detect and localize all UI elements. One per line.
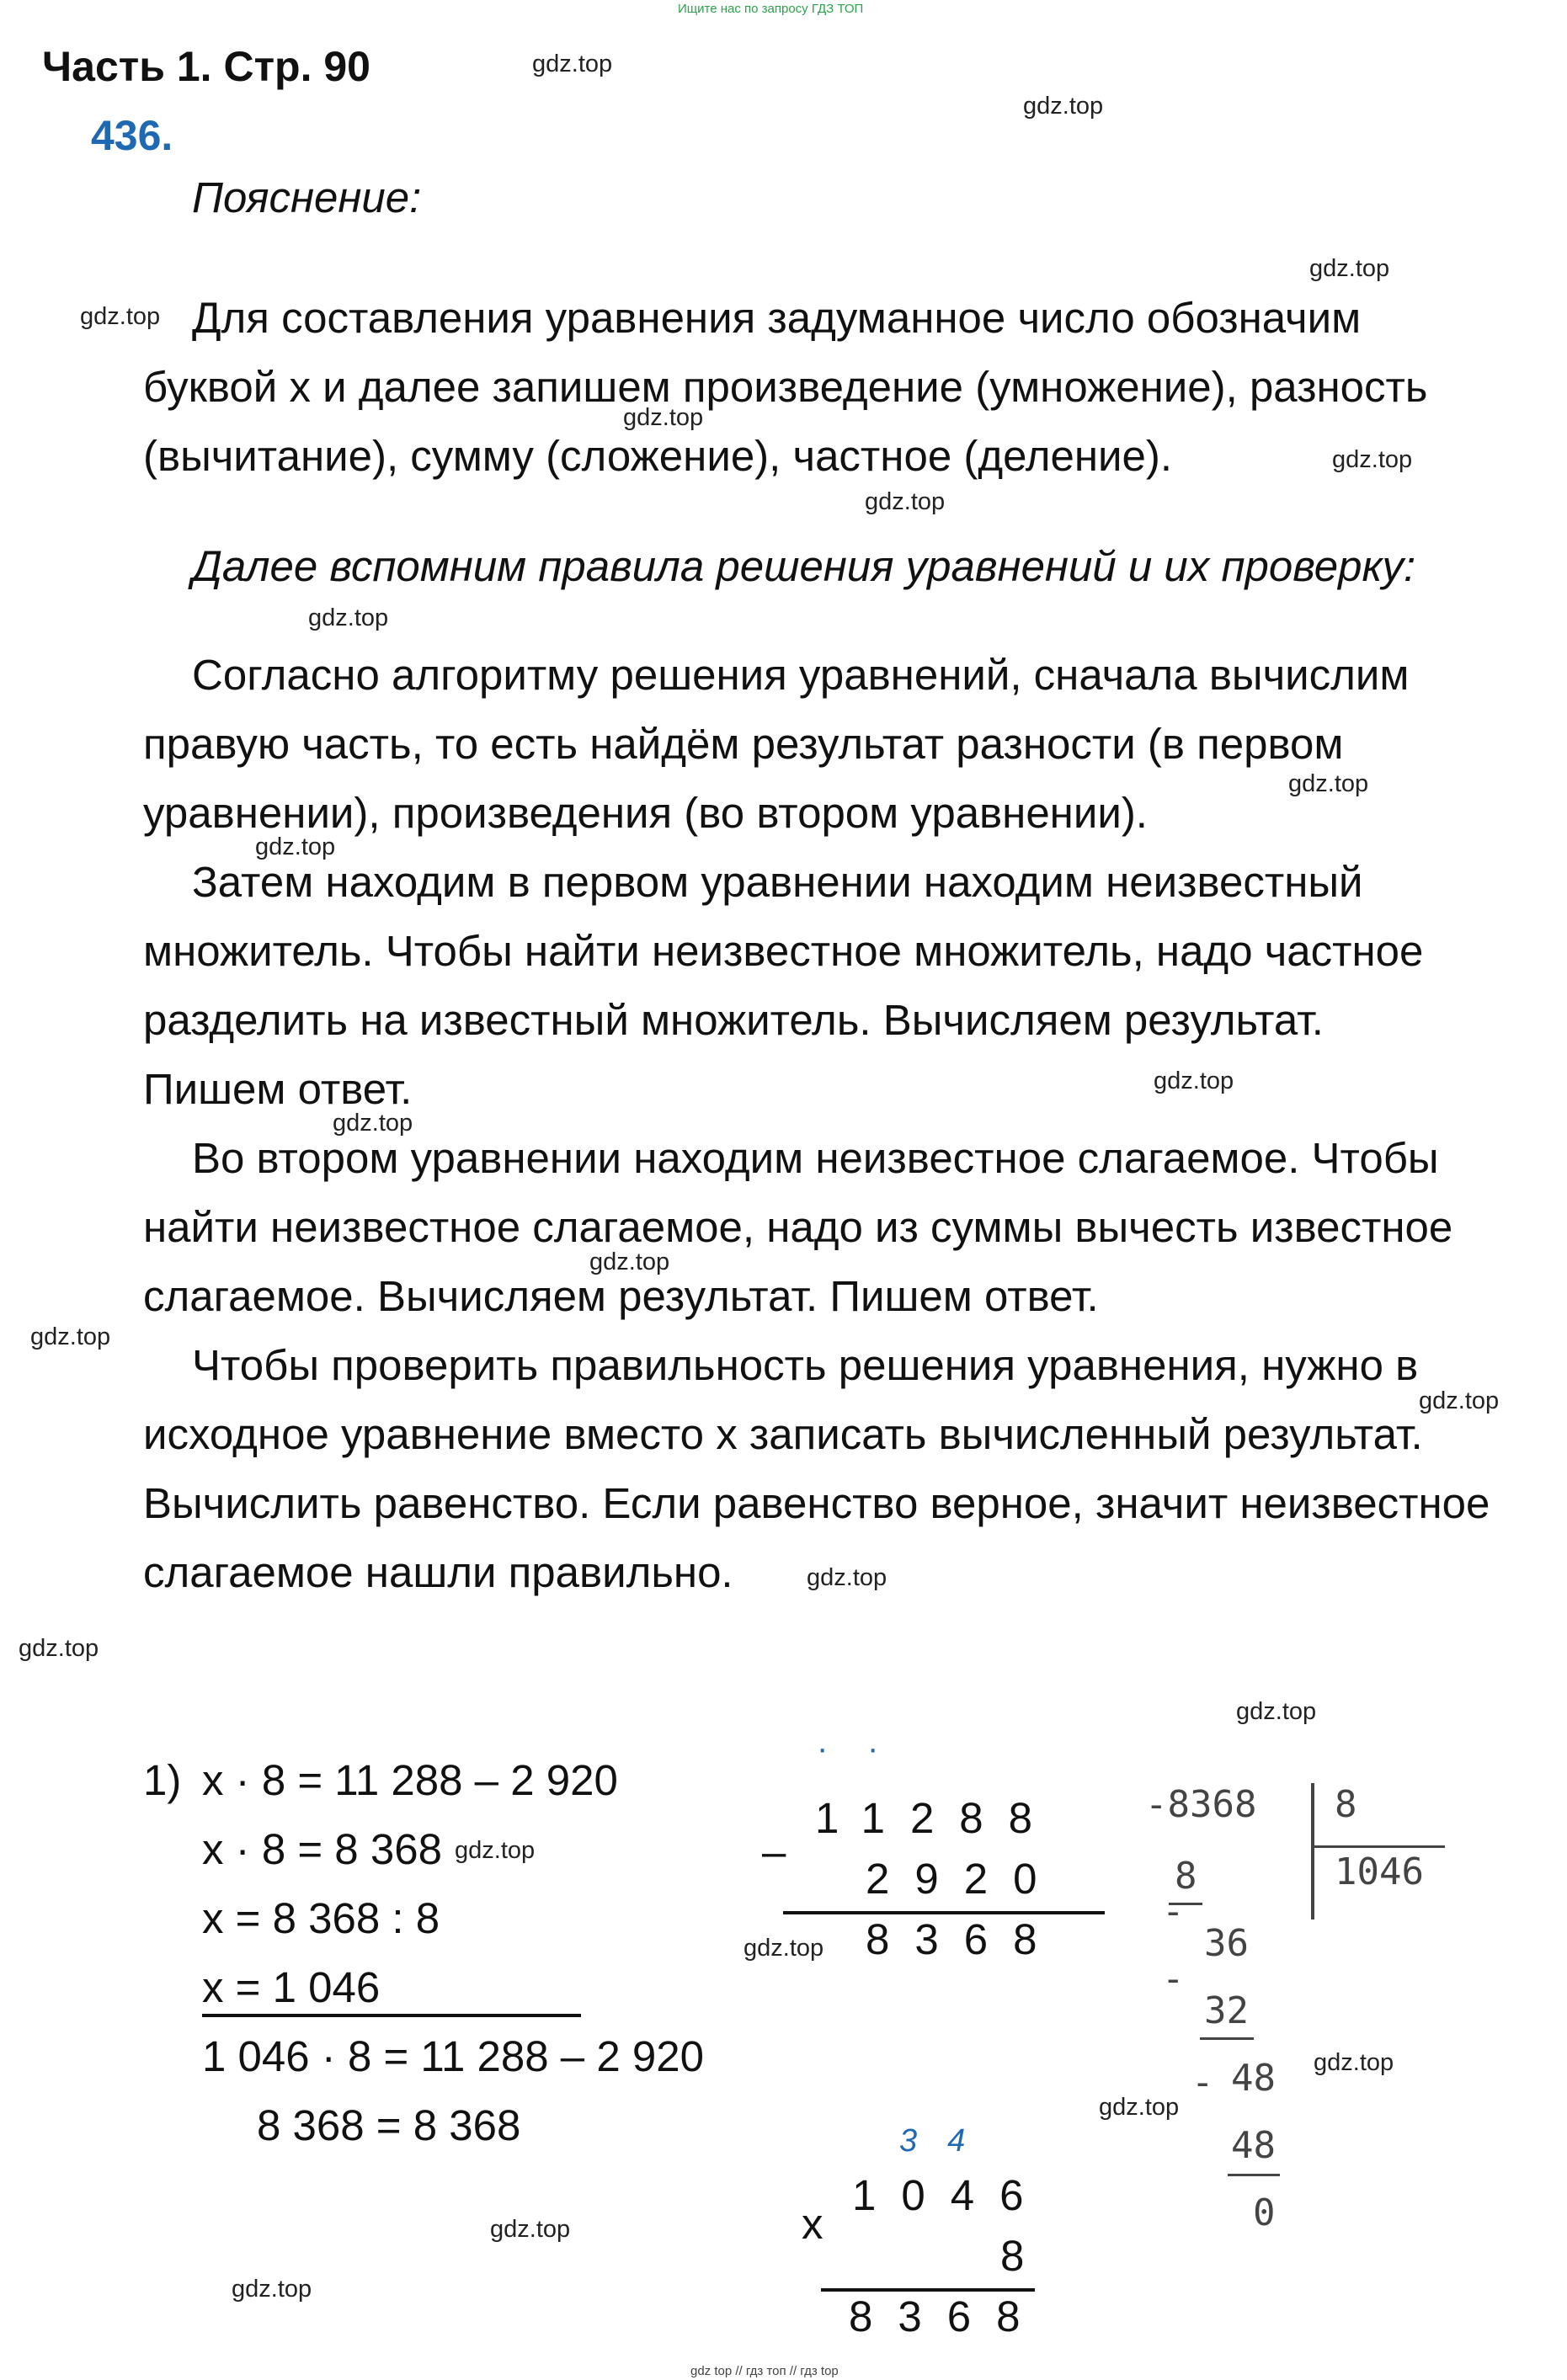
multiply-sign: x (802, 2200, 823, 2248)
product: 8368 (849, 2292, 1046, 2340)
watermark: gdz.top (532, 51, 613, 77)
minus-sign: – (762, 1828, 786, 1876)
paragraph-line: уравнении), произведения (во втором уравнении). (143, 789, 1148, 837)
paragraph-line: Вычислить равенство. Если равенство верное, значит неизвестное (143, 1479, 1490, 1527)
check-result: 8 368 = 8 368 (257, 2101, 521, 2149)
search-banner: Ищите нас по запросу ГДЗ ТОП (678, 2, 864, 16)
watermark: gdz.top (589, 1249, 670, 1275)
watermark: gdz.top (232, 2276, 312, 2303)
paragraph-line: Пишем ответ. (143, 1065, 413, 1113)
division-row: 8 (1175, 1855, 1197, 1898)
equation-step: x = 8 368 : 8 (202, 1894, 440, 1942)
paragraph-line: исходное уравнение вместо х записать вычисленный результат. (143, 1410, 1423, 1458)
borrow-mark: · (817, 1730, 829, 1767)
division-row-line (1200, 2037, 1254, 2040)
paragraph-line: Чтобы проверить правильность решения уравнения, нужно в (192, 1341, 1419, 1389)
divisor: 8 (1335, 1783, 1357, 1826)
watermark: gdz.top (1099, 2094, 1180, 2121)
paragraph-line: (вычитание), сумму (сложение), частное (деление). (143, 432, 1173, 480)
quotient-line (1314, 1845, 1445, 1848)
watermark: gdz.top (1332, 446, 1413, 473)
answer-underline (202, 2014, 581, 2017)
footer-watermark: gdz top // гдз топ // гдз top (690, 2364, 839, 2378)
paragraph-line: Для составления уравнения задуманное число обозначим (192, 294, 1362, 342)
difference: 8368 (866, 1915, 1063, 1963)
carry-digits: 34 (899, 2123, 996, 2159)
division-remainder: 0 (1253, 2191, 1276, 2234)
paragraph-line: правую часть, то есть найдём результат разности (в первом (143, 720, 1344, 768)
watermark: gdz.top (1419, 1387, 1500, 1414)
watermark: gdz.top (19, 1635, 99, 1662)
paragraph-line: Затем находим в первом уравнении находим неизвестный (192, 858, 1363, 906)
watermark: gdz.top (623, 404, 704, 431)
task-number: 436. (91, 112, 173, 159)
watermark: gdz.top (455, 1837, 536, 1864)
borrow-mark: · (867, 1730, 879, 1767)
paragraph-line: слагаемое. Вычисляем результат. Пишем ответ. (143, 1272, 1099, 1320)
dividend: -8368 (1145, 1783, 1257, 1826)
division-minus: - (1191, 2061, 1214, 2104)
division-row: 48 (1231, 2124, 1276, 2167)
watermark: gdz.top (1288, 770, 1369, 797)
watermark: gdz.top (807, 1564, 887, 1591)
subtrahend: 2920 (866, 1855, 1063, 1903)
watermark: gdz.top (80, 303, 161, 330)
paragraph-line: Согласно алгоритму решения уравнений, сначала вычислим (192, 651, 1410, 699)
paragraph-line: разделить на известный множитель. Вычисляем результат. (143, 996, 1324, 1044)
multiplier: 8 (1000, 2232, 1050, 2280)
watermark: gdz.top (308, 604, 389, 631)
paragraph-line: Во втором уравнении находим неизвестное слагаемое. Чтобы (192, 1134, 1439, 1182)
page-title: Часть 1. Стр. 90 (42, 43, 370, 90)
quotient: 1046 (1335, 1850, 1424, 1893)
solution-number: 1) (143, 1756, 182, 1804)
division-row: 32 (1204, 1989, 1249, 2032)
paragraph-line: слагаемое нашли правильно. (143, 1548, 733, 1596)
watermark: gdz.top (865, 488, 946, 515)
explanation-label: Пояснение: (192, 173, 422, 221)
multiplicand: 1046 (852, 2171, 1049, 2219)
division-row: 36 (1204, 1922, 1249, 1965)
equation-step: x · 8 = 11 288 – 2 920 (202, 1756, 618, 1804)
watermark: gdz.top (1309, 255, 1390, 282)
watermark: gdz.top (490, 2216, 571, 2243)
watermark: gdz.top (30, 1323, 111, 1350)
equation-step: x · 8 = 8 368 (202, 1825, 442, 1873)
paragraph-line: множитель. Чтобы найти неизвестное множитель, надо частное (143, 927, 1424, 975)
watermark: gdz.top (255, 833, 336, 860)
watermark: gdz.top (744, 1935, 824, 1962)
division-minus: - (1162, 1957, 1185, 2000)
division-row: 48 (1231, 2057, 1276, 2100)
check-step: 1 046 · 8 = 11 288 – 2 920 (202, 2032, 704, 2080)
minuend: 11288 (815, 1794, 1058, 1842)
watermark: gdz.top (1154, 1068, 1234, 1094)
watermark: gdz.top (1023, 93, 1104, 120)
rules-intro: Далее вспомним правила решения уравнений и их проверку: (192, 542, 1416, 590)
watermark: gdz.top (1236, 1698, 1317, 1725)
equation-answer: x = 1 046 (202, 1963, 381, 2011)
watermark: gdz.top (333, 1110, 413, 1137)
division-row-line (1228, 2174, 1280, 2176)
watermark: gdz.top (1314, 2049, 1394, 2076)
paragraph-line: найти неизвестное слагаемое, надо из суммы вычесть известное (143, 1203, 1453, 1251)
paragraph-line: буквой х и далее запишем произведение (умножение), разность (143, 363, 1428, 411)
division-minus: - (1162, 1890, 1185, 1933)
division-bar (1311, 1783, 1314, 1919)
